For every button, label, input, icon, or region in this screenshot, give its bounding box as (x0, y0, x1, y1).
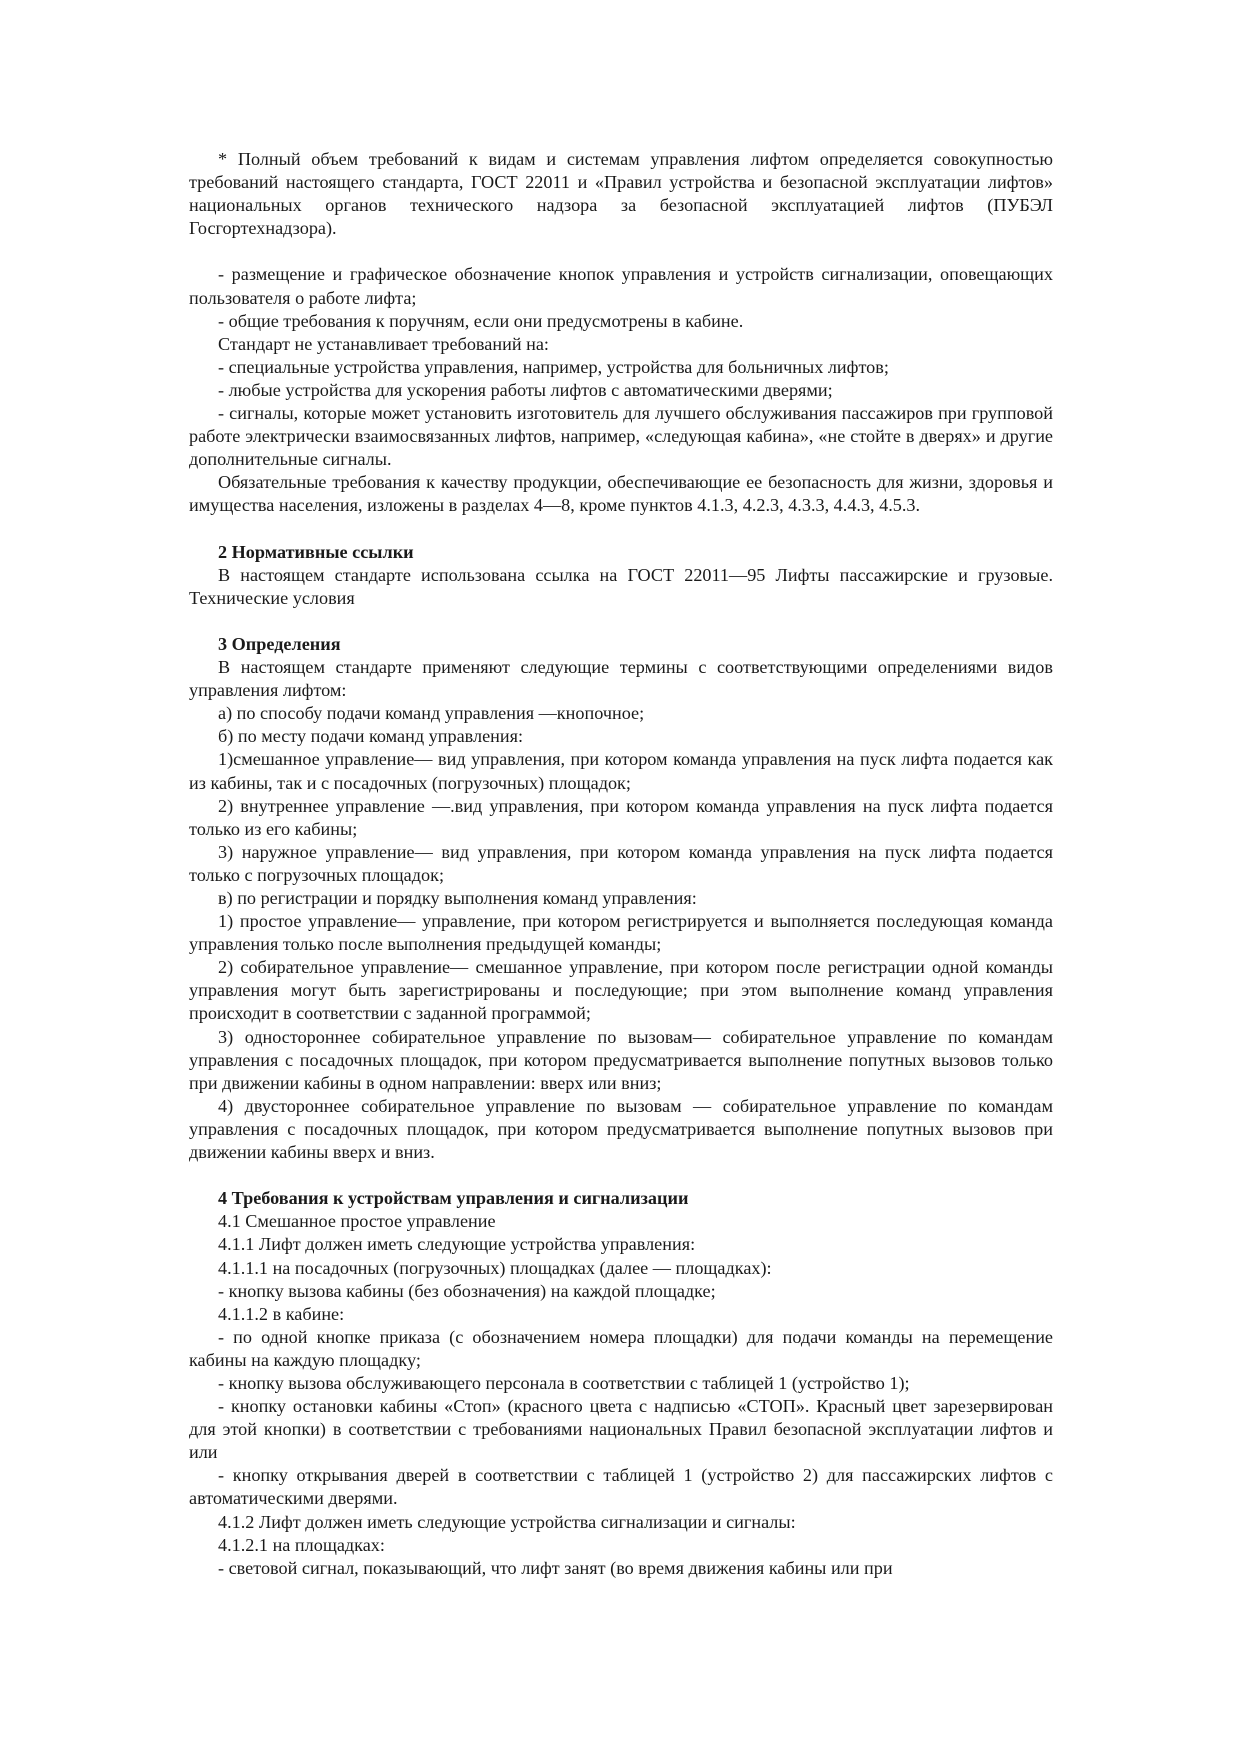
section-4-heading: 4 Требования к устройствам управления и сигнализации (218, 1188, 689, 1209)
requirement-paragraph: 4.1.2.1 на площадках: (218, 1534, 385, 1555)
section-2-heading: 2 Нормативные ссылки (218, 541, 414, 562)
scope-paragraph: - сигналы, которые может установить изготовитель для лучшего обслуживания пассажиров при групповой работе электрически взаимосвязанных лифтов, например, «следующая кабина», «не стойте в дверях» и другие дополнительные сигналы. (189, 403, 1053, 470)
scope-paragraph: Обязательные требования к качеству продукции, обеспечивающие ее безопасность для жизни, здоровья и имущества населения, изложены в разделах 4—8, кроме пунктов 4.1.3, 4.2.3, 4.3.3, 4.4.3, 4.5.3. (189, 472, 1053, 516)
document-page (189, 148, 1053, 1580)
definition-paragraph: 2) собирательное управление— смешанное управление, при котором после регистрации одной команды управления могут быть зарегистрированы и последующие; при этом выполнение команд управления происходит в соответствии с заданной программой; (189, 957, 1053, 1024)
spacer (189, 610, 1053, 633)
requirement-paragraph: - кнопку вызова кабины (без обозначения) на каждой площадке; (218, 1280, 716, 1301)
definition-paragraph: б) по месту подачи команд управления: (218, 726, 524, 747)
definition-paragraph: 4) двустороннее собирательное управление по вызовам — собирательное управление по командам управления с посадочных площадок, при котором предусматривается выполнение попутных вызовов при движении кабины вверх и вниз. (189, 1095, 1053, 1163)
requirement-paragraph: - кнопку вызова обслуживающего персонала в соответствии с таблицей 1 (устройство 1); (218, 1372, 910, 1393)
requirement-paragraph: 4.1.2 Лифт должен иметь следующие устройства сигнализации и сигналы: (218, 1511, 796, 1532)
definition-paragraph: В настоящем стандарте применяют следующие термины с соответствующими определениями видов управления лифтом: (189, 657, 1053, 701)
definition-paragraph: 3) одностороннее собирательное управление по вызовам— собирательное управление по командам управления с посадочных площадок, при котором предусматривается выполнение попутных вызовов только при движении кабины в одном направлении: вверх или вниз; (189, 1026, 1053, 1093)
scope-paragraph: - общие требования к поручням, если они предусмотрены в кабине. (218, 310, 744, 331)
requirement-paragraph: - по одной кнопке приказа (с обозначением номера площадки) для подачи команды на перемещение кабины на каждую площадку; (189, 1326, 1053, 1370)
requirement-paragraph: - кнопку остановки кабины «Стоп» (красного цвета с надписью «СТОП». Красный цвет зарезервирован для этой кнопки) в соответствии с требованиями национальных Правил безопасной эксплуатации лифтов и или (189, 1396, 1053, 1463)
requirement-paragraph: 4.1 Смешанное простое управление (218, 1211, 496, 1232)
requirement-paragraph: - кнопку открывания дверей в соответствии с таблицей 1 (устройство 2) для пассажирских лифтов с автоматическими дверями. (189, 1465, 1053, 1509)
spacer (189, 1164, 1053, 1187)
requirement-paragraph: 4.1.1 Лифт должен иметь следующие устройства управления: (218, 1234, 696, 1255)
definition-paragraph: а) по способу подачи команд управления —кнопочное; (218, 703, 645, 724)
spacer (189, 240, 1053, 263)
scope-paragraph: - размещение и графическое обозначение кнопок управления и устройств сигнализации, оповещающих пользователя о работе лифта; (189, 264, 1053, 308)
requirement-paragraph: 4.1.1.1 на посадочных (погрузочных) площадках (далее — площадках): (218, 1257, 772, 1278)
definition-paragraph: в) по регистрации и порядку выполнения команд управления: (218, 888, 697, 908)
definition-paragraph: 2) внутреннее управление —.вид управления, при котором команда управления на пуск лифта подается только из его кабины; (189, 795, 1053, 839)
requirement-paragraph: - световой сигнал, показывающий, что лифт занят (во время движения кабины или при (218, 1557, 893, 1578)
scope-paragraph: - любые устройства для ускорения работы лифтов с автоматическими дверями; (218, 379, 833, 400)
section-2-paragraph: В настоящем стандарте использована ссылка на ГОСТ 22011—95 Лифты пассажирские и грузовые. Технические условия (189, 564, 1053, 608)
definition-paragraph: 1) простое управление— управление, при котором регистрируется и выполняется последующая команда управления только после выполнения предыдущей команды; (189, 911, 1053, 955)
definition-paragraph: 3) наружное управление— вид управления, при котором команда управления на пуск лифта подается только с погрузочных площадок; (189, 841, 1053, 885)
requirement-paragraph: 4.1.1.2 в кабине: (218, 1303, 345, 1324)
spacer (189, 518, 1053, 541)
section-3-heading: 3 Определения (218, 633, 341, 654)
definition-paragraph: 1)смешанное управление— вид управления, при котором команда управления на пуск лифта подается как из кабины, так и с посадочных (погрузочных) площадок; (189, 749, 1053, 793)
scope-paragraph: Стандарт не устанавливает требований на: (218, 333, 549, 354)
footnote-paragraph: * Полный объем требований к видам и системам управления лифтом определяется совокупностью требований настоящего стандарта, ГОСТ 22011 и «Правил устройства и безопасной эксплуатации лифтов» национальных органов технического надзора за безопасной эксплуатацией лифтов (ПУБЭЛ Госгортехнадзора). (189, 149, 1053, 239)
scope-paragraph: - специальные устройства управления, например, устройства для больничных лифтов; (218, 356, 889, 377)
